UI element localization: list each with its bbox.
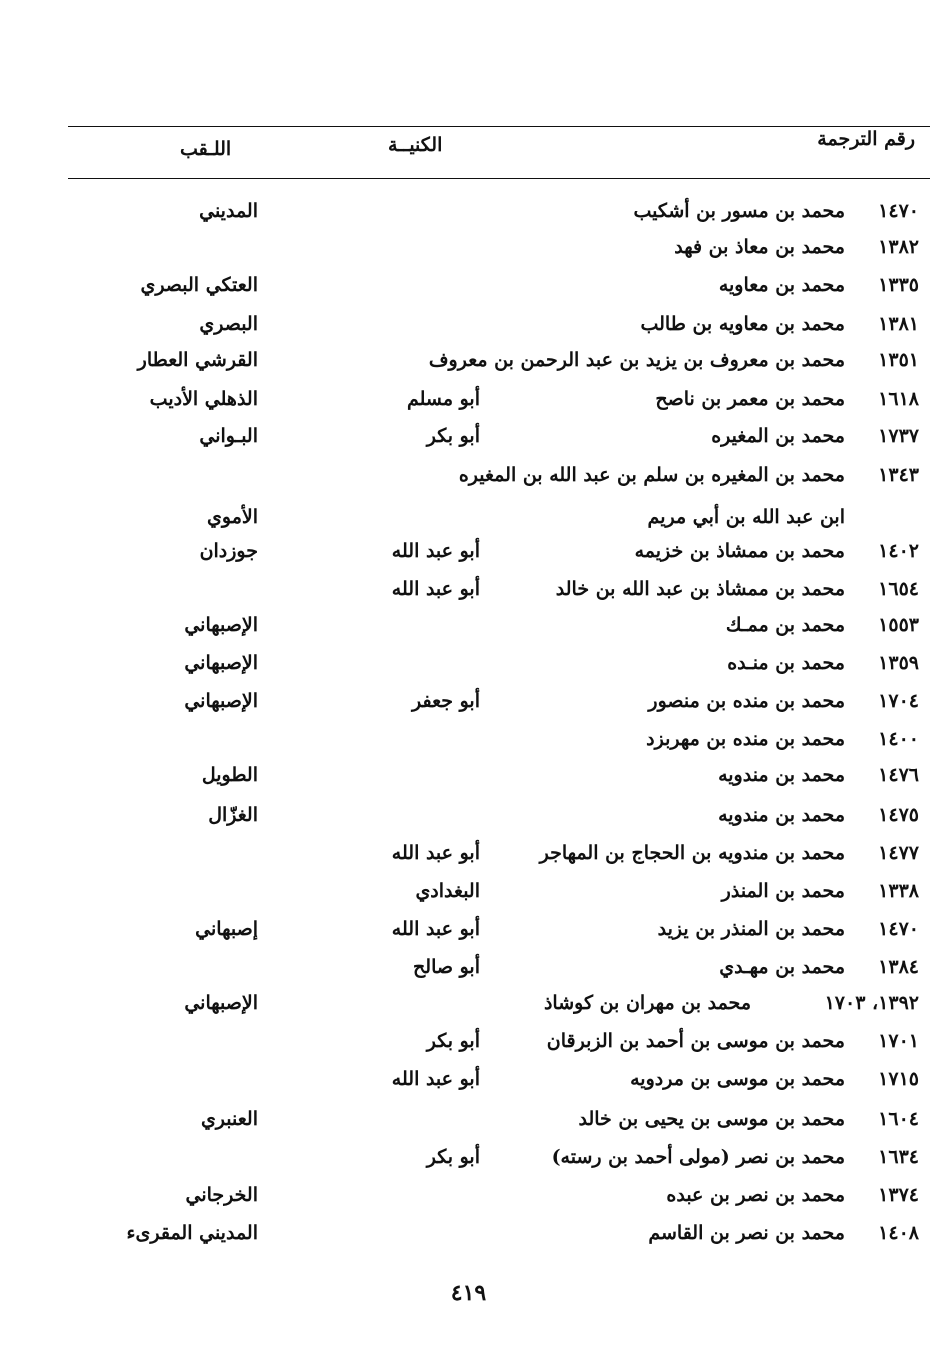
table-row — [0, 804, 937, 842]
table-row — [0, 1108, 937, 1146]
entry-number: ١٣٨٤ — [878, 956, 919, 978]
entry-laqab: جوزدان — [199, 540, 258, 562]
entry-kunya: أبو عبد الله — [391, 842, 480, 864]
entry-name: محمد بن مسور بن أشكيب — [633, 200, 845, 222]
entry-name: محمد بن ممشاذ بن خزيمه — [634, 540, 845, 562]
entry-name: محمد بن مهـدي — [719, 956, 845, 978]
entry-laqab: البصري — [199, 313, 258, 335]
table-row — [0, 1184, 937, 1222]
entry-kunya: أبو صالح — [413, 956, 480, 978]
entry-laqab: الذهلي الأديب — [149, 388, 258, 410]
entry-name: محمد بن نصر بن القاسم — [648, 1222, 845, 1244]
entry-name: محمد بن معاويه — [718, 274, 845, 296]
entry-name: محمد بن ممشاذ بن عبد الله بن خالد — [555, 578, 845, 600]
table-row — [0, 1068, 937, 1106]
entry-name: محمد بن معروف بن يزيد بن عبد الرحمن بن معروف — [428, 349, 845, 371]
table-row — [0, 388, 937, 426]
entry-name: محمد بن معمر بن ناصح — [655, 388, 845, 410]
entry-kunya: أبو بكر — [426, 1030, 480, 1052]
entry-number: ١٤٧٠ — [878, 918, 919, 940]
entry-name: محمد بن المنذر — [721, 880, 845, 902]
entry-kunya: أبو بكر — [426, 425, 480, 447]
table-row — [0, 880, 937, 918]
entry-number: ١٣٥٩ — [878, 652, 919, 674]
entry-number: ١٣٨١ — [878, 313, 919, 335]
entry-kunya: أبو بكر — [426, 1146, 480, 1168]
header-bottom-rule — [68, 178, 930, 179]
entry-laqab: المديني المقرىء — [126, 1222, 258, 1244]
entry-name: محمد بن منده بن مهربزد — [646, 728, 845, 750]
entry-laqab: الإصبهاني — [184, 992, 258, 1014]
entry-laqab: الإصبهاني — [184, 652, 258, 674]
entry-number: ١٤٠٠ — [878, 728, 919, 750]
entry-kunya: أبو جعفر — [411, 690, 480, 712]
entry-name: محمد بن مهران بن كوشاذ — [543, 992, 751, 1014]
header-number: رقم الترجمة — [817, 128, 915, 150]
entry-number: ١٣٣٥ — [878, 274, 919, 296]
entry-name: محمد بن معاويه بن طالب — [640, 313, 845, 335]
entry-name: محمد بن نصر بن عبده — [666, 1184, 845, 1206]
entry-name: محمد بن موسى بن أحمد بن الزبرقان — [546, 1030, 845, 1052]
entry-number: ١٣٣٨ — [878, 880, 919, 902]
entry-number: ١٣٩٢، ١٧٠٣ — [824, 992, 919, 1014]
table-row — [0, 614, 937, 652]
entry-number: ١٦٥٤ — [878, 578, 919, 600]
entry-number: ١٥٥٣ — [878, 614, 919, 636]
entry-number: ١٧١٥ — [878, 1068, 919, 1090]
entry-laqab: البـواني — [199, 425, 258, 447]
entry-kunya: أبو عبد الله — [391, 540, 480, 562]
entry-name: محمد بن مندويه — [718, 804, 845, 826]
entry-laqab: العنبري — [200, 1108, 258, 1130]
table-row — [0, 236, 937, 274]
entry-laqab: المديني — [199, 200, 258, 222]
entry-name: محمد بن معاذ بن فهد — [674, 236, 845, 258]
entry-number: ١٧٠٤ — [878, 690, 919, 712]
entry-name: محمد بن نصر (مولى أحمد بن رسته) — [551, 1146, 845, 1168]
entry-name: محمد بن موسى بن مردويه — [630, 1068, 845, 1090]
table-row — [0, 992, 937, 1030]
entry-number: ١٧٠١ — [878, 1030, 919, 1052]
entry-number: ١٣٥١ — [878, 349, 919, 371]
table-row — [0, 425, 937, 463]
table-row — [0, 274, 937, 312]
entry-number: ١٤٧٦ — [878, 764, 919, 786]
table-row — [0, 918, 937, 956]
entry-kunya: البغدادي — [415, 880, 480, 902]
table-row — [0, 313, 937, 351]
entry-name: محمد بن موسى بن يحيى بن خالد — [578, 1108, 845, 1130]
table-row — [0, 540, 937, 578]
entry-number: ١٤٠٢ — [878, 540, 919, 562]
table-row — [0, 956, 937, 994]
header-top-rule — [68, 126, 930, 127]
table-row — [0, 1222, 937, 1260]
entry-laqab: القرشي العطار — [137, 349, 258, 371]
entry-name: محمد بن المنذر بن يزيد — [657, 918, 845, 940]
page-number: ٤١٩ — [450, 1280, 487, 1306]
entry-laqab: الغزّال — [208, 804, 258, 826]
table-row — [0, 652, 937, 690]
entry-number: ١٣٧٤ — [878, 1184, 919, 1206]
entry-number: ١٦٠٤ — [878, 1108, 919, 1130]
entry-name: ابن عبد الله بن أبي مريم — [647, 506, 845, 528]
entry-number: ١٦١٨ — [878, 388, 919, 410]
entry-name: محمد بن ممـك — [725, 614, 845, 636]
table-row — [0, 349, 937, 387]
entry-laqab: الإصبهاني — [184, 690, 258, 712]
table-row — [0, 690, 937, 728]
entry-number: ١٣٨٢ — [878, 236, 919, 258]
entry-kunya: أبو عبد الله — [391, 578, 480, 600]
entry-number: ١٤٠٨ — [878, 1222, 919, 1244]
entry-name: محمد بن المغيره بن سلم بن عبد الله بن المغيره — [458, 464, 845, 486]
table-row — [0, 1146, 937, 1184]
entry-laqab: العتكي البصري — [140, 274, 258, 296]
entry-laqab: الإصبهاني — [184, 614, 258, 636]
entry-kunya: أبو عبد الله — [391, 918, 480, 940]
entry-laqab: الأموي — [207, 506, 258, 528]
header-laqab: اللـقب — [180, 138, 232, 160]
entry-number: ١٦٣٤ — [878, 1146, 919, 1168]
table-row — [0, 842, 937, 880]
entry-number: ١٧٣٧ — [878, 425, 919, 447]
entry-name: محمد بن مندويه — [718, 764, 845, 786]
entry-name: محمد بن منده بن منصور — [648, 690, 845, 712]
header-kunya: الكنيــة — [388, 134, 443, 156]
table-row — [0, 764, 937, 802]
entry-number: ١٤٧٠ — [878, 200, 919, 222]
table-row — [0, 578, 937, 616]
table-row — [0, 1030, 937, 1068]
entry-name: محمد بن المغيره — [711, 425, 845, 447]
entry-number: ١٤٧٥ — [878, 804, 919, 826]
table-row — [0, 506, 937, 544]
entry-kunya: أبو عبد الله — [391, 1068, 480, 1090]
entry-laqab: الخرجاني — [185, 1184, 258, 1206]
table-row — [0, 728, 937, 766]
table-row — [0, 464, 937, 502]
entry-number: ١٤٧٧ — [878, 842, 919, 864]
entry-name: محمد بن منـده — [727, 652, 845, 674]
entry-name: محمد بن مندويه بن الحجاج بن المهاجر — [539, 842, 845, 864]
entry-laqab: الطويل — [201, 764, 258, 786]
table-row — [0, 200, 937, 238]
entry-laqab: إصبهاني — [195, 918, 258, 940]
entry-kunya: أبو مسلم — [406, 388, 480, 410]
entry-number: ١٣٤٣ — [878, 464, 919, 486]
